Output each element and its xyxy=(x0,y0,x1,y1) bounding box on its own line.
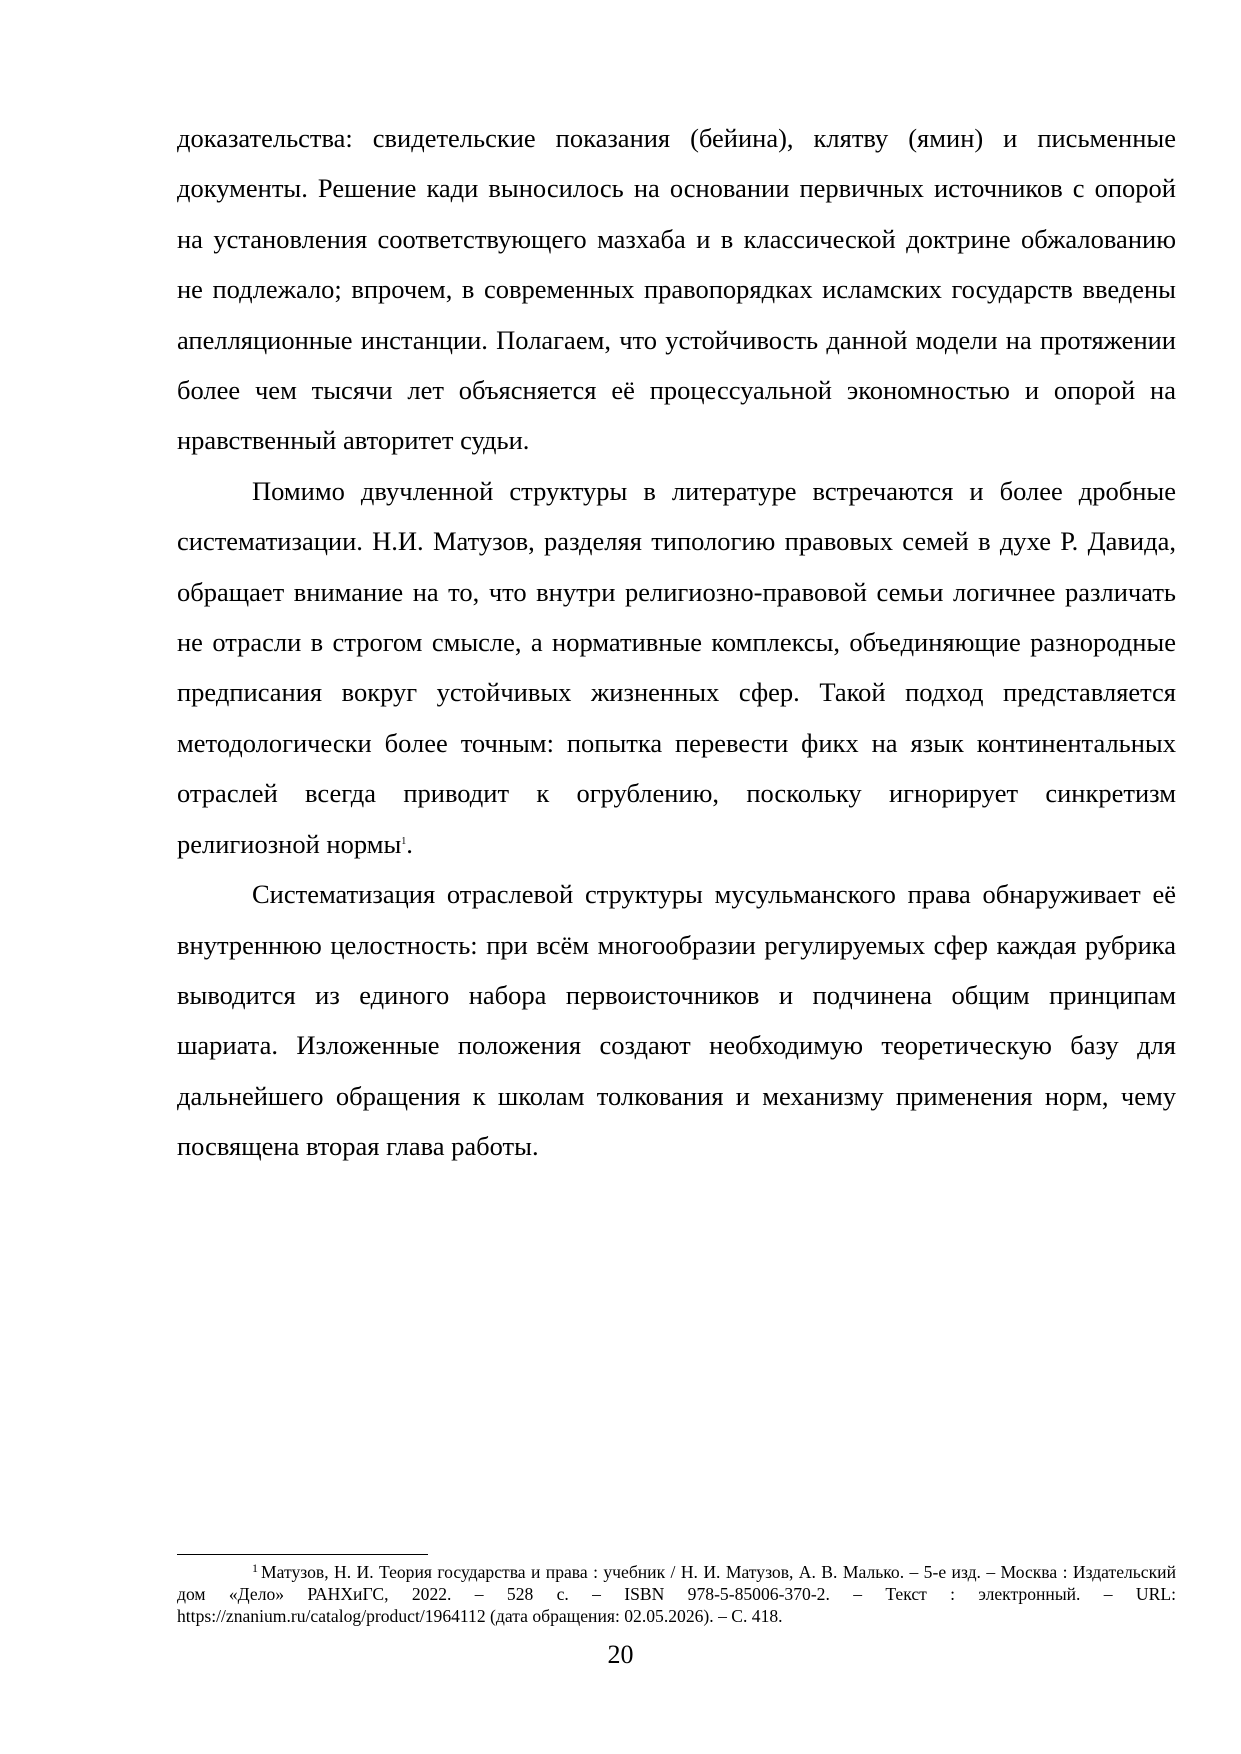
footnote-reference[interactable]: 1 xyxy=(401,835,407,847)
footnote-text: Матузов, Н. И. Теория государства и права : учебник / Н. И. Матузов, А. В. Малько. – 5-е изд. – Москва : Издательский дом «Дело» РАНХиГС, 2022. – 528 с. – ISBN 978-5-85006-370-2. – Текст : электронный. – URL: https://znanium.ru/catalog/product/1964112 (дата обращения: 02.05.2026). – С. 418. xyxy=(177,1562,1176,1626)
paragraph-1: доказательства: свидетельские показания (бейина), клятву (ямин) и письменные документы. Решение кади выносилось на основании первичных источников с опорой на установления соответствующего мазхаба и в классической доктрине обжалованию не подлежало; впрочем, в современных правопорядках исламских государств введены апелляционные инстанции. Полагаем, что устойчивость данной модели на протяжении более чем тысячи лет объясняется её процессуальной экономностью и опорой на нравственный авторитет судьи. xyxy=(177,123,1176,456)
paragraph-2 xyxy=(177,466,1176,869)
page-number: 20 xyxy=(607,1640,634,1669)
body-text xyxy=(177,113,1176,1172)
paragraph-3: Систематизация отраслевой структуры мусульманского права обнаруживает её внутреннюю целостность: при всём многообразии регулируемых сфер каждая рубрика выводится из единого набора первоисточников и подчинена общим принципам шариата. Изложенные положения создают необходимую теоретическую базу для дальнейшего обращения к школам толкования и механизму применения норм, чему посвящена вторая глава работы. xyxy=(177,879,1176,1162)
footnote-mark: 1 xyxy=(252,1561,258,1575)
footnote-paragraph xyxy=(177,1561,1176,1627)
footnote-separator xyxy=(177,1554,428,1555)
paragraph-2-text: Помимо двучленной структуры в литературе встречаются и более дробные систематизации. Н.И. Матузов, разделяя типологию правовых семей в духе Р. Давида, обращает внимание на то, что внутри религиозно-правовой семьи логичнее различать не отрасли в строгом смысле, а нормативные комплексы, объединяющие разнородные предписания вокруг устойчивых жизненных сфер. Такой подход представляется методологически более точным: попытка перевести фикх на язык континентальных отраслей всегда приводит к огрублению, поскольку игнорирует синкретизм религиозной нормы xyxy=(177,475,1176,859)
footnote xyxy=(177,1561,1176,1627)
paragraph-2-end: . xyxy=(406,828,413,859)
